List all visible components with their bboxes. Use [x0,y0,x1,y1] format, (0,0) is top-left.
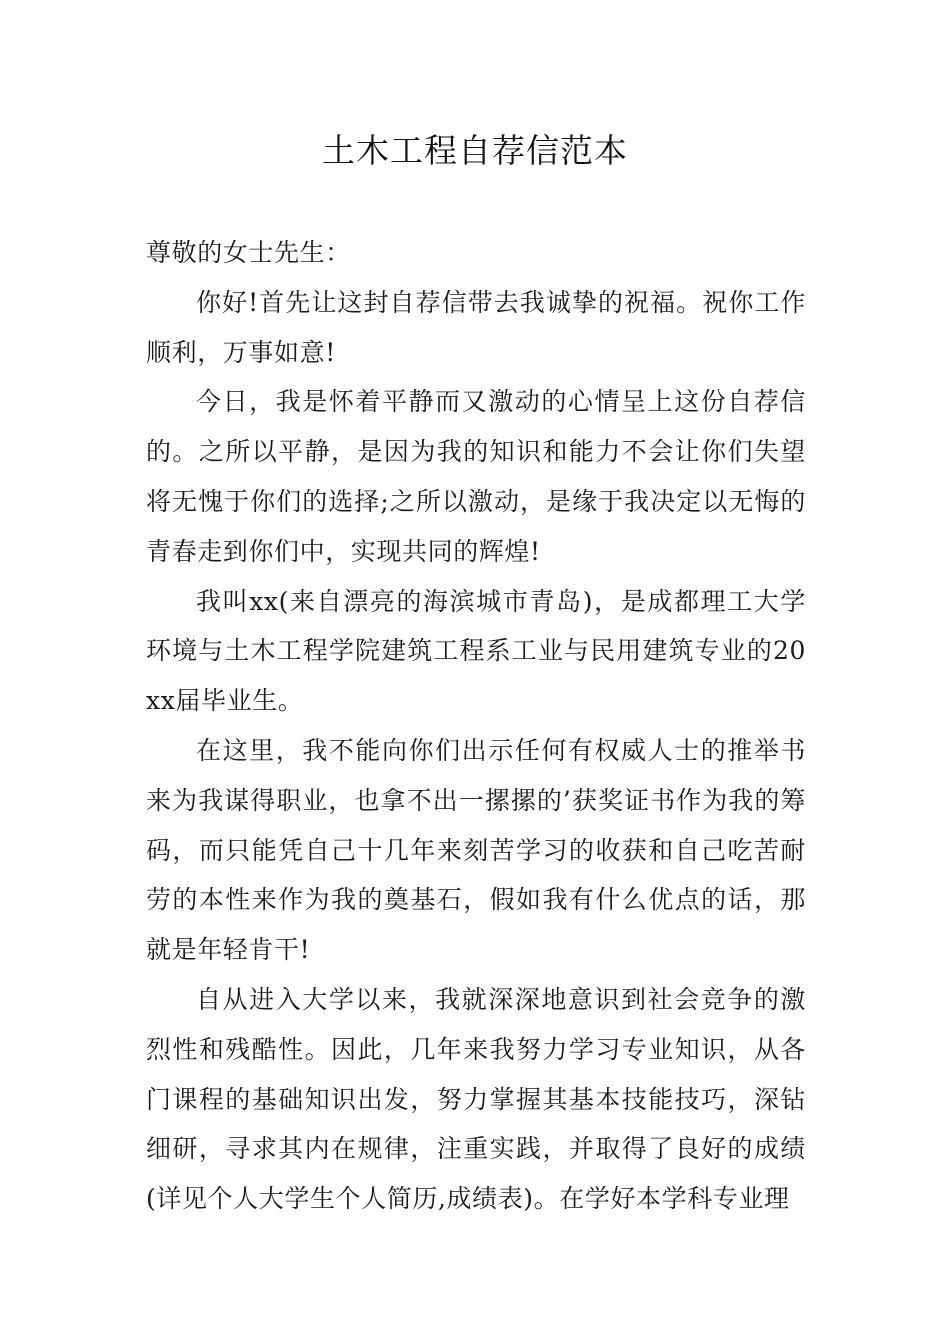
paragraph-greeting: 你好!首先让这封自荐信带去我诚挚的祝福。祝你工作顺利，万事如意! [146,287,806,367]
paragraph-studies: 自从进入大学以来，我就深深地意识到社会竞争的激烈性和残酷性。因此，几年来我努力学习专业知识，从各门课程的基础知识出发，努力掌握其基本技能技巧，深钻细研，寻求其内在规律，注重实践，并取得了良好的成绩(详见个人大学生个人简历,成绩表)。在学好本学科专业理 [146,984,806,1214]
paragraph-introduction: 我叫xx(来自漂亮的海滨城市青岛)，是成都理工大学环境与土木工程学院建筑工程系工业与民用建筑专业的20xx届毕业生。 [146,586,806,716]
letter-body [146,228,806,1224]
salutation: 尊敬的女士先生： [146,238,351,267]
paragraph-qualities: 在这里，我不能向你们出示任何有权威人士的推举书来为我谋得职业，也拿不出一摞摞的’获奖证书作为我的筹码，而只能凭自己十几年来刻苦学习的收获和自己吃苦耐劳的本性来作为我的奠基石，假如我有什么优点的话，那就是年轻肯干! [146,735,806,965]
document-title: 土木工程自荐信范本 [322,131,628,170]
paragraph-motivation: 今日，我是怀着平静而又激动的心情呈上这份自荐信的。之所以平静，是因为我的知识和能力不会让你们失望将无愧于你们的选择;之所以激动，是缘于我决定以无悔的青春走到你们中，实现共同的辉煌! [146,387,806,566]
